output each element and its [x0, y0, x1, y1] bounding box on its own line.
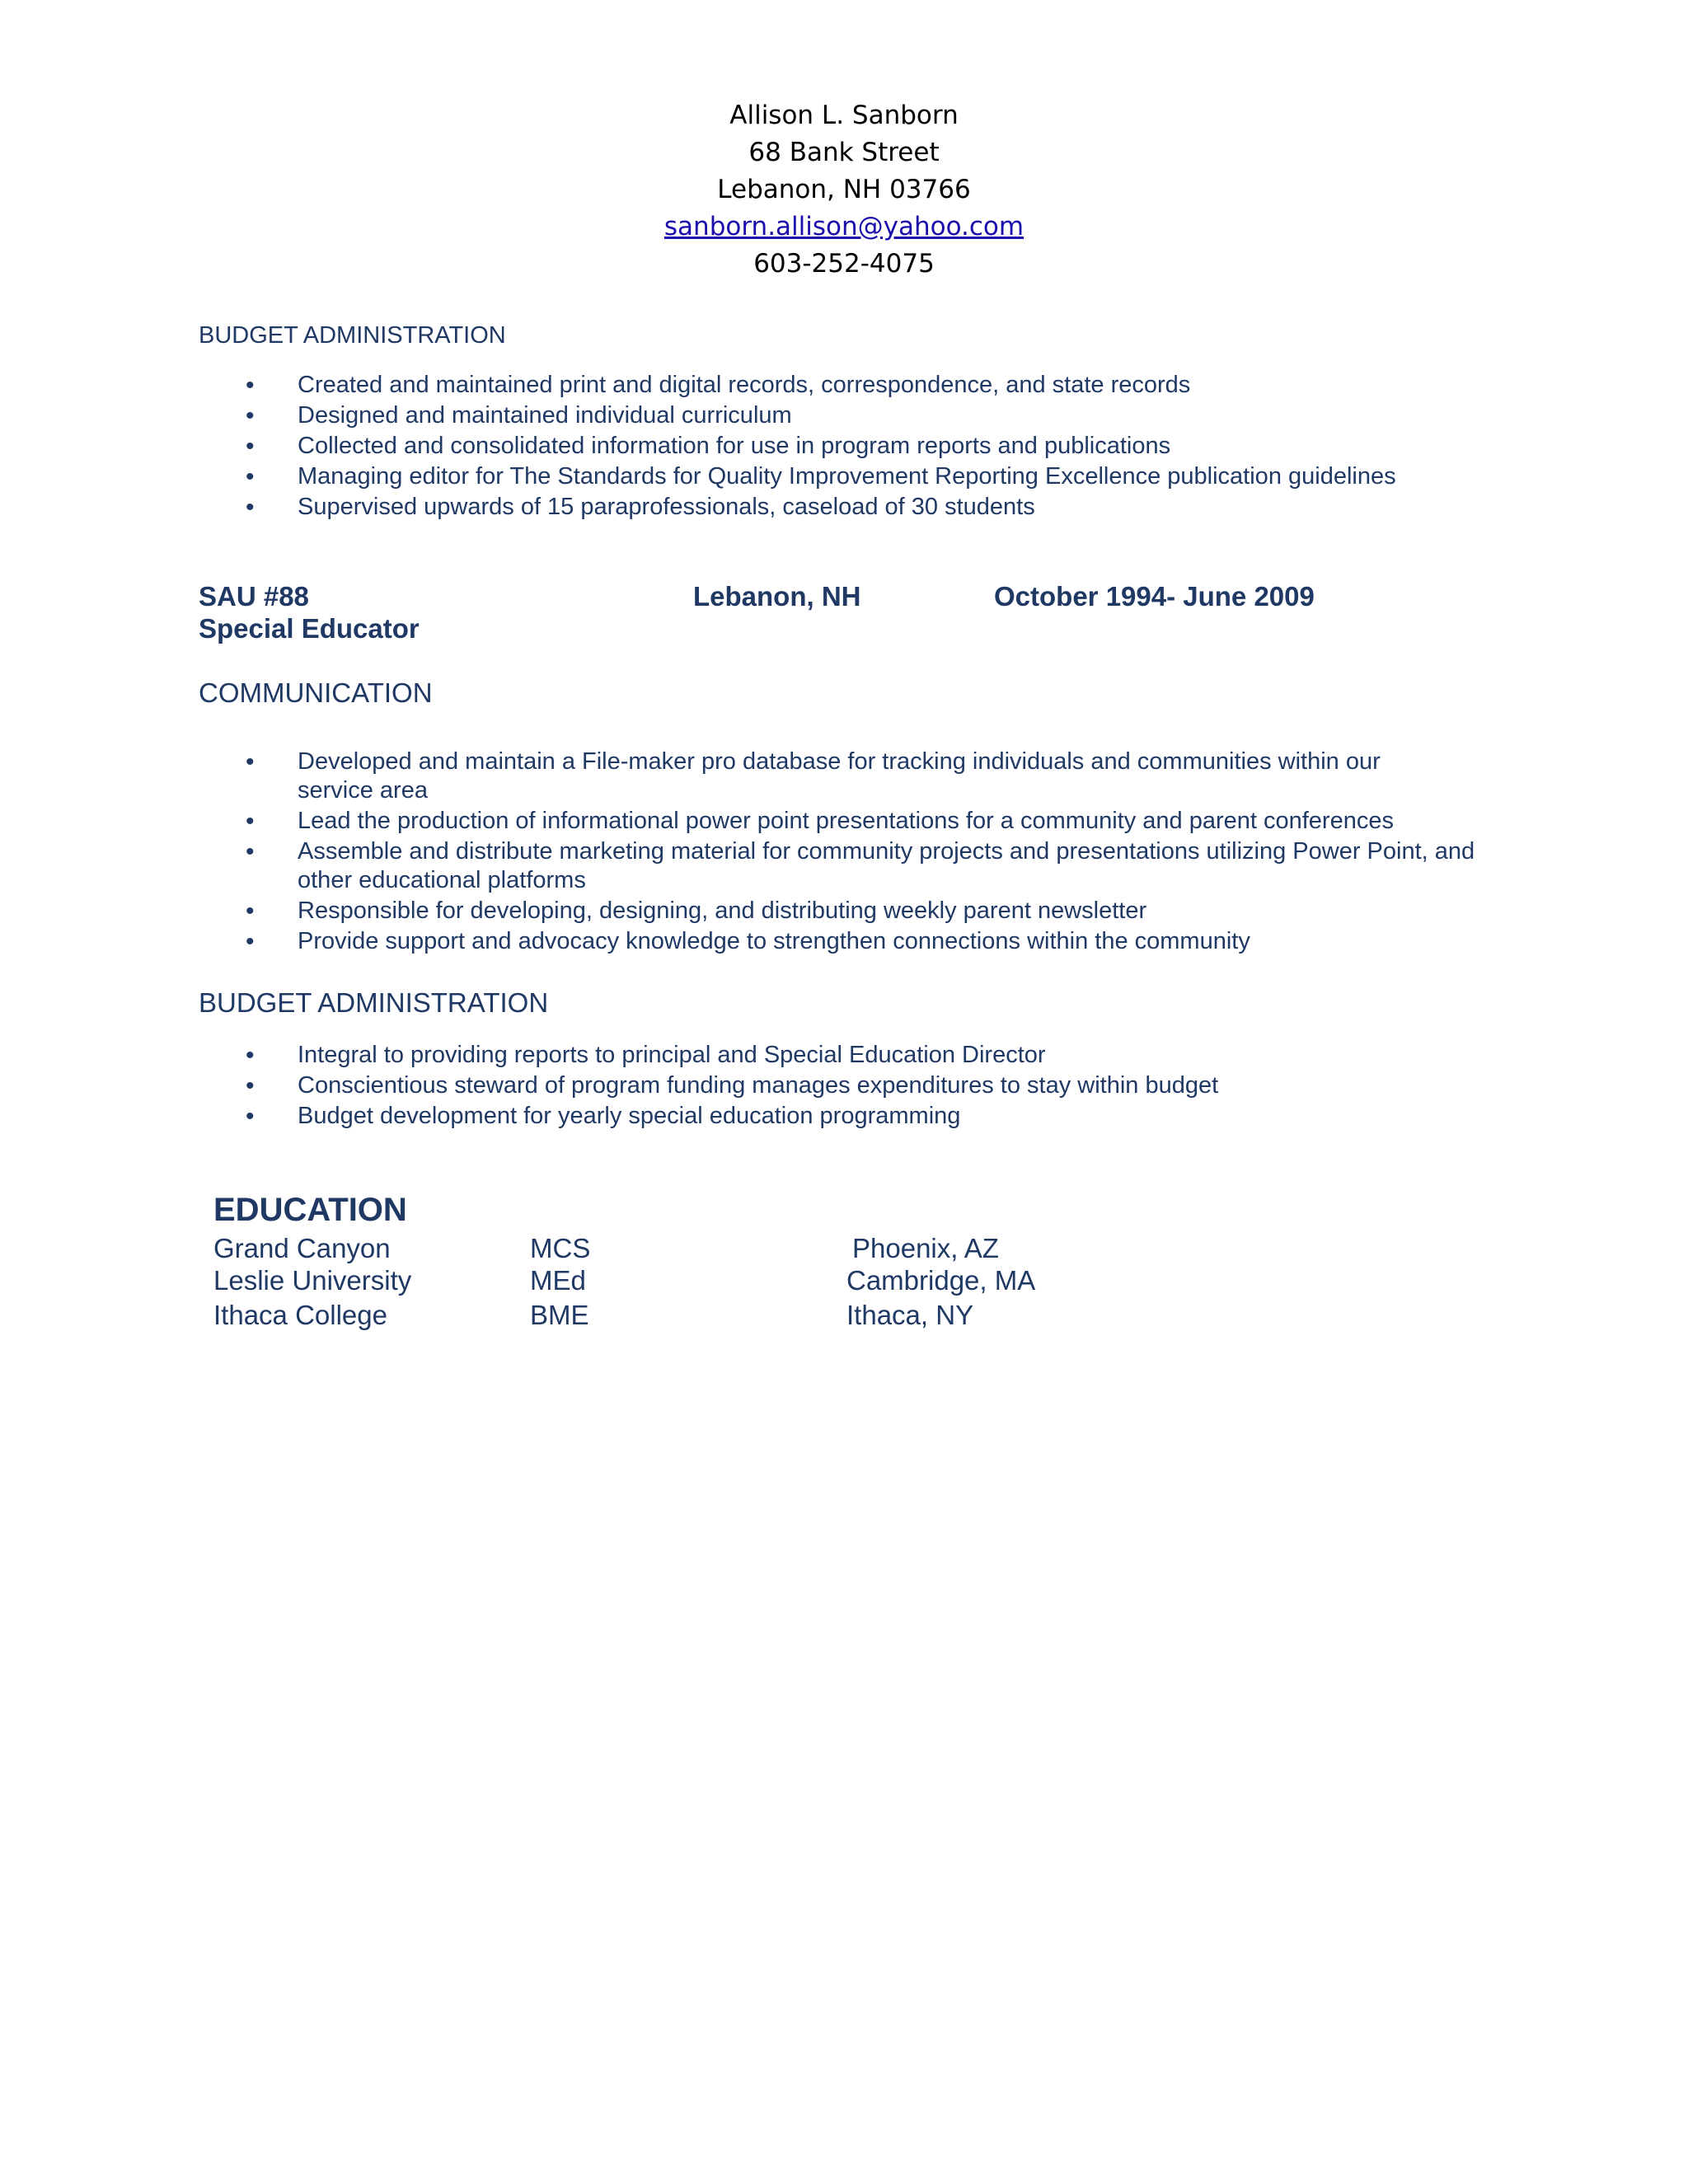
budget-2-list	[199, 1040, 1493, 1132]
education-place: Ithaca, NY	[846, 1300, 974, 1330]
education-row	[0, 1300, 1688, 1333]
contact-block	[0, 97, 1688, 283]
education-place: Cambridge, MA	[846, 1265, 1036, 1296]
contact-street: 68 Bank Street	[748, 138, 940, 167]
contact-city: Lebanon, NH 03766	[717, 175, 971, 204]
list-item: • Designed and maintained individual curriculum	[199, 401, 1493, 431]
education-row	[0, 1265, 1688, 1298]
contact-name: Allison L. Sanborn	[729, 101, 959, 130]
section-heading-budget-2: BUDGET ADMINISTRATION	[199, 987, 549, 1018]
budget-1-list	[199, 370, 1493, 523]
education-row	[0, 1233, 1688, 1266]
job-dates: October 1994- June 2009	[994, 581, 1315, 612]
education-heading: EDUCATION	[213, 1192, 407, 1228]
list-item: • Lead the production of informational power point presentations for a community and parent conferences	[199, 807, 1493, 836]
job-location: Lebanon, NH	[693, 581, 861, 612]
list-item: • Created and maintained print and digital records, correspondence, and state records	[199, 370, 1493, 401]
list-item: • Collected and consolidated information for use in program reports and publications	[199, 431, 1493, 462]
list-item: • Supervised upwards of 15 paraprofessionals, caseload of 30 students	[199, 492, 1493, 523]
education-school: Ithaca College	[213, 1300, 387, 1330]
list-item: • Integral to providing reports to principal and Special Education Director	[199, 1040, 1493, 1071]
job-title: Special Educator	[199, 613, 420, 644]
list-item: • Conscientious steward of program funding manages expenditures to stay within budget	[199, 1071, 1493, 1101]
contact-phone: 603-252-4075	[753, 249, 935, 279]
list-item: • Budget development for yearly special education programming	[199, 1101, 1493, 1132]
list-item: • Responsible for developing, designing, and distributing weekly parent newsletter	[199, 897, 1493, 926]
communication-list	[199, 748, 1493, 956]
list-item: • Assemble and distribute marketing material for community projects and presentations utilizing Power Point, and other educational platforms	[199, 837, 1493, 895]
education-place: Phoenix, AZ	[852, 1233, 999, 1263]
list-item: • Managing editor for The Standards for Quality Improvement Reporting Excellence publication guidelines	[199, 462, 1493, 492]
section-heading-budget-1: BUDGET ADMINISTRATION	[199, 322, 506, 349]
list-item: • Provide support and advocacy knowledge to strengthen connections within the community	[199, 927, 1493, 956]
section-heading-communication: COMMUNICATION	[199, 677, 433, 708]
education-degree: BME	[530, 1300, 589, 1330]
education-school: Grand Canyon	[213, 1233, 391, 1263]
job-employer: SAU #88	[199, 581, 309, 612]
contact-email-link[interactable]: sanborn.allison@yahoo.com	[663, 212, 1025, 241]
education-degree: MEd	[530, 1265, 586, 1296]
education-school: Leslie University	[213, 1265, 412, 1296]
list-item: • Developed and maintain a File-maker pro database for tracking individuals and communities within our service area	[199, 748, 1493, 805]
education-degree: MCS	[530, 1233, 591, 1263]
